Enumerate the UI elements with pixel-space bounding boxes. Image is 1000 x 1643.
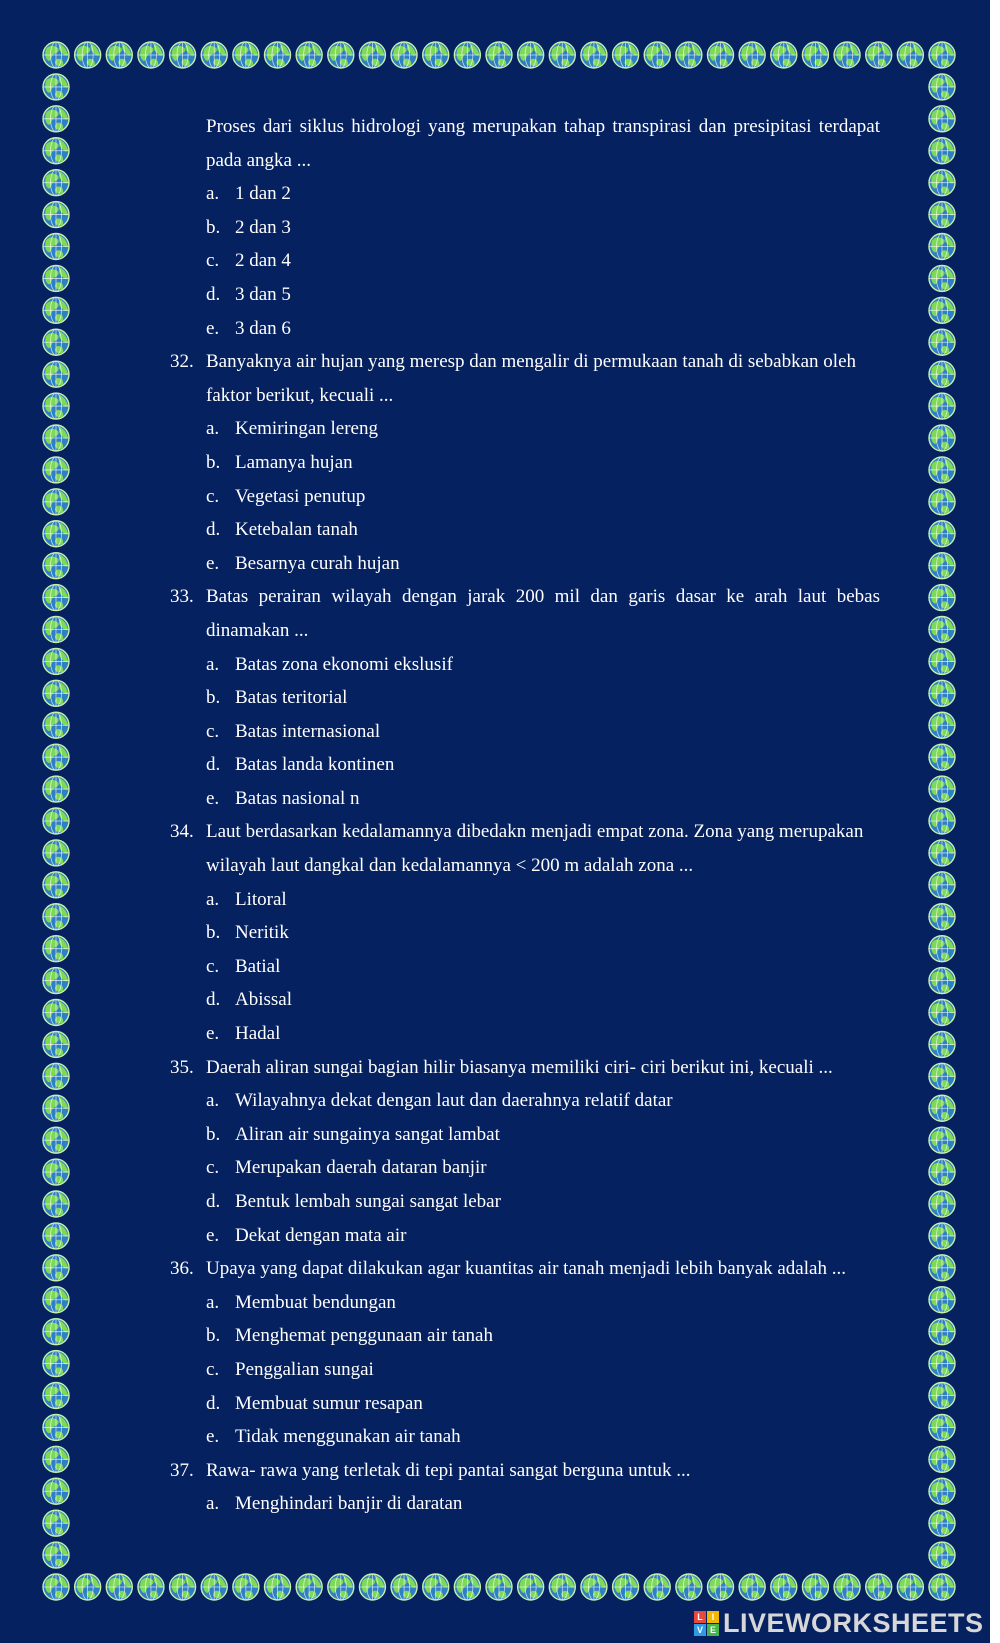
question-text-line — [170, 345, 880, 379]
option-letter: b. — [206, 922, 221, 944]
globe-icon — [929, 1191, 955, 1217]
globe-icon — [644, 42, 670, 68]
answer-option — [170, 983, 880, 1017]
question-text-line — [170, 379, 880, 413]
globe-icon — [897, 42, 923, 68]
option-letter: e. — [206, 787, 220, 809]
globe-icon — [929, 329, 955, 355]
globe-icon — [43, 776, 69, 802]
option-text: Batas teritorial — [235, 687, 348, 709]
globe-icon — [929, 1351, 955, 1377]
globe-icon — [43, 648, 69, 674]
globe-icon — [43, 521, 69, 547]
globe-icon — [929, 648, 955, 674]
globe-icon — [43, 74, 69, 100]
globe-icon — [929, 1095, 955, 1121]
globe-icon — [43, 170, 69, 196]
option-text: Batial — [235, 955, 281, 977]
globe-icon — [43, 1414, 69, 1440]
globe-icon — [802, 1574, 828, 1600]
answer-option — [170, 1319, 880, 1353]
answer-option — [170, 1387, 880, 1421]
globe-icon — [296, 42, 322, 68]
globe-icon — [771, 1574, 797, 1600]
globe-icon — [328, 1574, 354, 1600]
option-text: Menghindari banjir di daratan — [235, 1493, 463, 1515]
question-text-line — [170, 580, 880, 614]
globe-icon — [43, 680, 69, 706]
globe-icon — [43, 968, 69, 994]
globe-icon — [929, 425, 955, 451]
globe-icon — [929, 712, 955, 738]
globe-icon — [929, 138, 955, 164]
question-number: 34. — [170, 821, 194, 843]
globe-icon — [708, 42, 734, 68]
option-letter: a. — [206, 1291, 220, 1313]
globe-icon — [771, 42, 797, 68]
globe-icon — [106, 1574, 132, 1600]
option-letter: b. — [206, 216, 221, 238]
globe-icon — [43, 106, 69, 132]
globe-icon — [265, 1574, 291, 1600]
globe-icon — [929, 585, 955, 611]
option-text: Lamanya hujan — [235, 451, 353, 473]
question-text: wilayah laut dangkal dan kedalamannya < 200 m adalah zona ... — [206, 855, 694, 877]
globe-icon — [43, 1223, 69, 1249]
globe-icon — [929, 1287, 955, 1313]
globe-icon — [866, 42, 892, 68]
question-text-line — [170, 614, 880, 648]
option-text: Aliran air sungainya sangat lambat — [235, 1123, 500, 1145]
option-text: Menghemat penggunaan air tanah — [235, 1325, 493, 1347]
liveworksheets-logo — [694, 1608, 984, 1638]
globe-icon — [43, 1063, 69, 1089]
option-letter: b. — [206, 1325, 221, 1347]
answer-option — [170, 1118, 880, 1152]
globe-icon — [486, 1574, 512, 1600]
globe-icon — [75, 42, 101, 68]
logo-letter: V — [694, 1624, 706, 1636]
question-number: 37. — [170, 1459, 194, 1481]
globe-icon — [391, 1574, 417, 1600]
answer-option — [170, 715, 880, 749]
globe-icon — [43, 1095, 69, 1121]
option-letter: e. — [206, 1426, 220, 1448]
answer-option — [170, 312, 880, 346]
globe-icon — [929, 1542, 955, 1568]
globe-icon — [43, 393, 69, 419]
globe-icon — [43, 744, 69, 770]
globe-icon — [75, 1574, 101, 1600]
globe-icon — [802, 42, 828, 68]
option-letter: a. — [206, 888, 220, 910]
globe-icon — [676, 1574, 702, 1600]
option-letter: e. — [206, 1224, 220, 1246]
globe-icon — [834, 42, 860, 68]
option-letter: e. — [206, 552, 220, 574]
option-letter: d. — [206, 989, 221, 1011]
question-number: 35. — [170, 1056, 194, 1078]
globe-icon — [929, 106, 955, 132]
option-text: Vegetasi penutup — [235, 485, 366, 507]
question-text-line — [170, 1454, 880, 1488]
question-text-line — [170, 110, 880, 144]
option-letter: d. — [206, 754, 221, 776]
globe-icon — [929, 1510, 955, 1536]
answer-option — [170, 1151, 880, 1185]
option-text: Merupakan daerah dataran banjir — [235, 1157, 487, 1179]
globe-icon — [581, 1574, 607, 1600]
globe-icon — [739, 1574, 765, 1600]
globe-icon — [929, 936, 955, 962]
globe-icon — [233, 42, 259, 68]
option-letter: a. — [206, 1493, 220, 1515]
option-letter: a. — [206, 183, 220, 205]
globe-icon — [929, 297, 955, 323]
globe-icon — [929, 202, 955, 228]
answer-option — [170, 1420, 880, 1454]
globe-icon — [43, 712, 69, 738]
option-text: Batas zona ekonomi ekslusif — [235, 653, 453, 675]
answer-option — [170, 412, 880, 446]
option-text: 1 dan 2 — [235, 183, 291, 205]
globe-icon — [43, 1510, 69, 1536]
globe-icon — [43, 489, 69, 515]
globe-icon — [929, 457, 955, 483]
globe-icon — [296, 1574, 322, 1600]
globe-icon — [423, 1574, 449, 1600]
option-letter: e. — [206, 317, 220, 339]
globe-icon — [43, 1031, 69, 1057]
answer-option — [170, 1286, 880, 1320]
globe-icon — [929, 808, 955, 834]
globe-icon — [43, 297, 69, 323]
globe-icon — [43, 138, 69, 164]
option-text: Penggalian sungai — [235, 1358, 374, 1380]
question-content — [170, 110, 880, 1521]
option-text: Batas nasional n — [235, 787, 360, 809]
option-letter: d. — [206, 1392, 221, 1414]
globe-icon — [613, 1574, 639, 1600]
globe-icon — [43, 1478, 69, 1504]
globe-icon — [43, 1159, 69, 1185]
question-text: Proses dari siklus hidrologi yang merupakan tahap transpirasi dan presipitasi terdapat — [206, 116, 880, 137]
globe-icon — [549, 1574, 575, 1600]
globe-icon — [929, 872, 955, 898]
option-letter: c. — [206, 1358, 220, 1380]
option-letter: d. — [206, 283, 221, 305]
question-number: 32. — [170, 351, 194, 373]
globe-icon — [929, 1000, 955, 1026]
globe-icon — [929, 1383, 955, 1409]
answer-option — [170, 648, 880, 682]
globe-icon — [43, 329, 69, 355]
globe-icon — [929, 840, 955, 866]
logo-mark — [694, 1611, 719, 1636]
globe-icon — [43, 840, 69, 866]
option-letter: d. — [206, 519, 221, 541]
globe-icon — [929, 680, 955, 706]
option-text: Kemiringan lereng — [235, 418, 378, 440]
option-text: Neritik — [235, 922, 289, 944]
globe-icon — [423, 42, 449, 68]
globe-icon — [929, 617, 955, 643]
globe-icon — [929, 1574, 955, 1600]
globe-icon — [43, 265, 69, 291]
option-text: 3 dan 6 — [235, 317, 291, 339]
option-text: Abissal — [235, 989, 292, 1011]
globe-icon — [43, 425, 69, 451]
globe-icon — [613, 42, 639, 68]
logo-text: LIVEWORKSHEETS — [723, 1607, 984, 1638]
globe-icon — [328, 42, 354, 68]
globe-icon — [929, 1031, 955, 1057]
answer-option — [170, 883, 880, 917]
option-text: Batas landa kontinen — [235, 754, 395, 776]
option-text: Tidak menggunakan air tanah — [235, 1426, 461, 1448]
answer-option — [170, 681, 880, 715]
option-text: 2 dan 3 — [235, 216, 291, 238]
option-letter: a. — [206, 418, 220, 440]
globe-icon — [929, 74, 955, 100]
globe-icon — [929, 1255, 955, 1281]
question-text: pada angka ... — [206, 149, 311, 171]
option-letter: b. — [206, 451, 221, 473]
logo-letter: I — [707, 1611, 719, 1623]
globe-icon — [929, 776, 955, 802]
globe-icon — [834, 1574, 860, 1600]
question-number: 36. — [170, 1258, 194, 1280]
question-text: Daerah aliran sungai bagian hilir biasanya memiliki ciri- ciri berikut ini, kecuali ... — [206, 1056, 833, 1078]
answer-option — [170, 480, 880, 514]
globe-icon — [43, 202, 69, 228]
globe-icon — [897, 1574, 923, 1600]
question-text: Rawa- rawa yang terletak di tepi pantai sangat berguna untuk ... — [206, 1459, 691, 1481]
option-letter: a. — [206, 653, 220, 675]
option-text: Besarnya curah hujan — [235, 552, 400, 574]
globe-icon — [170, 1574, 196, 1600]
option-letter: e. — [206, 1023, 220, 1045]
globe-icon — [43, 1191, 69, 1217]
globe-icon — [518, 42, 544, 68]
globe-icon — [929, 968, 955, 994]
question-number: 33. — [170, 586, 194, 608]
answer-option — [170, 1487, 880, 1521]
globe-icon — [43, 42, 69, 68]
answer-option — [170, 1185, 880, 1219]
answer-option — [170, 1017, 880, 1051]
globe-icon — [43, 1255, 69, 1281]
option-letter: c. — [206, 250, 220, 272]
globe-icon — [929, 1319, 955, 1345]
logo-letter: L — [694, 1611, 706, 1623]
globe-icon — [43, 1287, 69, 1313]
answer-option — [170, 177, 880, 211]
question-text: Banyaknya air hujan yang meresp dan mengalir di permukaan tanah di sebabkan oleh — [206, 351, 856, 373]
question-text-line — [170, 815, 880, 849]
globe-icon — [581, 42, 607, 68]
globe-icon — [454, 1574, 480, 1600]
answer-option — [170, 1219, 880, 1253]
answer-option — [170, 244, 880, 278]
globe-icon — [106, 42, 132, 68]
globe-icon — [43, 808, 69, 834]
globe-icon — [43, 457, 69, 483]
globe-icon — [929, 170, 955, 196]
option-text: Dekat dengan mata air — [235, 1224, 407, 1246]
question-text-line — [170, 1252, 880, 1286]
answer-option — [170, 1353, 880, 1387]
logo-letter: E — [707, 1624, 719, 1636]
globe-icon — [929, 42, 955, 68]
option-letter: b. — [206, 1123, 221, 1145]
question-text: dinamakan ... — [206, 619, 309, 641]
globe-icon — [676, 42, 702, 68]
globe-icon — [43, 1383, 69, 1409]
globe-icon — [929, 553, 955, 579]
globe-icon — [43, 872, 69, 898]
globe-icon — [929, 234, 955, 260]
option-letter: c. — [206, 1157, 220, 1179]
answer-option — [170, 916, 880, 950]
answer-option — [170, 547, 880, 581]
answer-option — [170, 513, 880, 547]
globe-icon — [43, 361, 69, 387]
globe-icon — [138, 42, 164, 68]
answer-option — [170, 446, 880, 480]
globe-icon — [43, 585, 69, 611]
globe-icon — [929, 904, 955, 930]
option-text: Membuat bendungan — [235, 1291, 396, 1313]
globe-icon — [454, 42, 480, 68]
option-letter: d. — [206, 1191, 221, 1212]
globe-icon — [43, 904, 69, 930]
globe-icon — [549, 42, 575, 68]
option-letter: a. — [206, 1090, 220, 1112]
question-text-line — [170, 1051, 880, 1085]
option-text: Hadal — [235, 1023, 281, 1045]
globe-icon — [170, 42, 196, 68]
globe-icon — [929, 489, 955, 515]
globe-icon — [43, 936, 69, 962]
globe-icon — [929, 1414, 955, 1440]
option-text: 2 dan 4 — [235, 250, 291, 272]
globe-icon — [518, 1574, 544, 1600]
option-text: Bentuk lembah sungai sangat lebar — [235, 1191, 501, 1212]
globe-icon — [708, 1574, 734, 1600]
globe-icon — [43, 1446, 69, 1472]
question-text-line — [170, 144, 880, 178]
globe-icon — [359, 42, 385, 68]
globe-icon — [43, 1574, 69, 1600]
option-letter: c. — [206, 485, 220, 507]
option-text: Ketebalan tanah — [235, 519, 358, 541]
globe-icon — [929, 744, 955, 770]
globe-icon — [929, 521, 955, 547]
question-text: Upaya yang dapat dilakukan agar kuantitas air tanah menjadi lebih banyak adalah ... — [206, 1258, 846, 1280]
option-text: Batas internasional — [235, 720, 381, 742]
globe-icon — [929, 1478, 955, 1504]
globe-icon — [43, 1127, 69, 1153]
globe-icon — [929, 265, 955, 291]
globe-icon — [233, 1574, 259, 1600]
globe-icon — [43, 553, 69, 579]
globe-icon — [486, 42, 512, 68]
globe-icon — [929, 1127, 955, 1153]
globe-icon — [391, 42, 417, 68]
globe-icon — [866, 1574, 892, 1600]
globe-icon — [43, 1000, 69, 1026]
question-text-line — [170, 849, 880, 883]
option-text: Membuat sumur resapan — [235, 1392, 423, 1414]
globe-icon — [43, 617, 69, 643]
globe-icon — [929, 393, 955, 419]
answer-option — [170, 1084, 880, 1118]
option-text: 3 dan 5 — [235, 283, 291, 305]
globe-icon — [43, 234, 69, 260]
globe-icon — [929, 1159, 955, 1185]
globe-icon — [43, 1542, 69, 1568]
globe-icon — [43, 1351, 69, 1377]
globe-icon — [265, 42, 291, 68]
option-letter: c. — [206, 720, 220, 742]
answer-option — [170, 278, 880, 312]
option-letter: c. — [206, 955, 220, 977]
globe-icon — [644, 1574, 670, 1600]
globe-icon — [929, 1063, 955, 1089]
globe-icon — [201, 42, 227, 68]
question-text: Laut berdasarkan kedalamannya dibedakn menjadi empat zona. Zona yang merupakan — [206, 821, 864, 843]
globe-icon — [739, 42, 765, 68]
question-text: Batas perairan wilayah dengan jarak 200 mil dan garis dasar ke arah laut bebas — [206, 586, 880, 608]
globe-icon — [201, 1574, 227, 1600]
option-text: Litoral — [235, 888, 287, 910]
answer-option — [170, 211, 880, 245]
globe-icon — [138, 1574, 164, 1600]
answer-option — [170, 950, 880, 984]
option-text: Wilayahnya dekat dengan laut dan daerahnya relatif datar — [235, 1090, 673, 1112]
globe-icon — [929, 1446, 955, 1472]
globe-icon — [929, 361, 955, 387]
globe-icon — [929, 1223, 955, 1249]
option-letter: b. — [206, 687, 221, 709]
question-text: faktor berikut, kecuali ... — [206, 384, 394, 406]
answer-option — [170, 748, 880, 782]
answer-option — [170, 782, 880, 816]
globe-icon — [43, 1319, 69, 1345]
globe-icon — [359, 1574, 385, 1600]
